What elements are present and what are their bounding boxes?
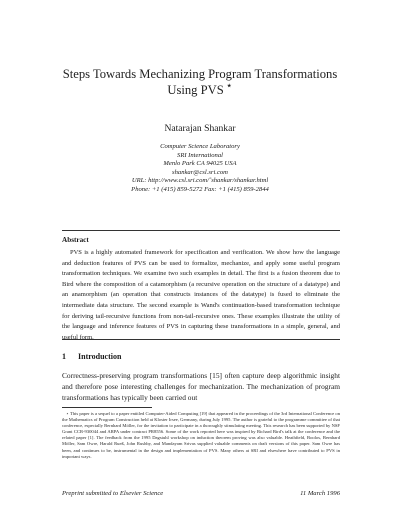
section-heading <box>62 352 121 361</box>
affiliation-address: Menlo Park CA 94025 USA <box>163 160 237 168</box>
abstract-heading: Abstract <box>62 236 89 244</box>
title-line-2-text: Using PVS <box>167 83 224 97</box>
footnote-rule <box>62 407 152 408</box>
affiliation-url: URL: http://www.csl.sri.com/˜shankar/shankar.html <box>131 177 269 185</box>
title-line-1: Steps Towards Mechanizing Program Transformations <box>62 67 338 81</box>
footnote-text: ⋆ This paper is a sequel to a paper entitled Computer-Aided Computing [19] that appeared in the proceedings of the 3rd International Conference on the Mathematics of Program Construction held at Kloster Irsee, Germany, during July 1995. The author is grateful to the programme committee of that conference, especially Bernhard Möller, for the invitation to participate in a thoroughly stimulating meeting. This research has been supported by NSF Grant CCR-930044 and ARPA under contract PR8556. Some of the work reported here was inspired by Richard Bird's talk at the conference and the related paper [1]. The feedback from the 1995 Dagstuhl workshop on induction theorem proving was also valuable. Heathfield, Boolos, Bernhard Möller, Sam Owre, Harald Rueß, John Rushby, and Mandayam Srivas supplied valuable comments on draft versions of this paper. Sam Owre has been, and continues to be, instrumental in the design and implementation of PVS. Many others at SRI and elsewhere have contributed to PVS in important ways. <box>62 411 340 459</box>
introduction-text: Correctness-preserving program transformations [15] often capture deep algorithmic insight and therefore pose interesting challenges for mechanization. The mechanization of program transformations has typically been carried out <box>62 371 340 403</box>
section-number: 1 <box>62 352 66 361</box>
paper-title <box>40 66 360 99</box>
footer-date: 11 March 1996 <box>300 490 340 497</box>
affiliation-email: shankar@csl.sri.com <box>172 168 228 176</box>
affiliation-institution: SRI International <box>177 151 223 159</box>
section-title: Introduction <box>78 352 122 361</box>
affiliation-block <box>40 143 360 195</box>
footer-preprint-note: Preprint submitted to Elsevier Science <box>62 490 164 497</box>
affiliation-lab: Computer Science Laboratory <box>160 143 240 150</box>
title-footnote-mark: ⋆ <box>225 80 233 92</box>
affiliation-phone: Phone: +1 (415) 859-5272 Fax: +1 (415) 859-2844 <box>131 185 269 193</box>
title-line-2 <box>40 82 360 99</box>
abstract-bottom-rule <box>62 339 340 340</box>
abstract-top-rule <box>62 230 340 231</box>
author-name: Natarajan Shankar <box>164 123 236 134</box>
abstract-text: PVS is a highly automated framework for specification and verification. We show how the language and deduction features of PVS can be used to formalize, mechanize, and apply some useful program transformation techniques. We examine two such examples in detail. The first is a fusion theorem due to Bird where the composition of a catamorphism (a recursive operation on the structure of a datatype) and an anamorphism (an operation that constructs instances of the datatype) is fused to eliminate the intermediate data structure. The second example is Wand's continuation-based transformation technique for deriving tail-recursive functions from non-tail-recursive ones. These examples illustrate the utility of the language and inference features of PVS in capturing these transformations in a simple, general, and useful form. <box>62 249 340 341</box>
